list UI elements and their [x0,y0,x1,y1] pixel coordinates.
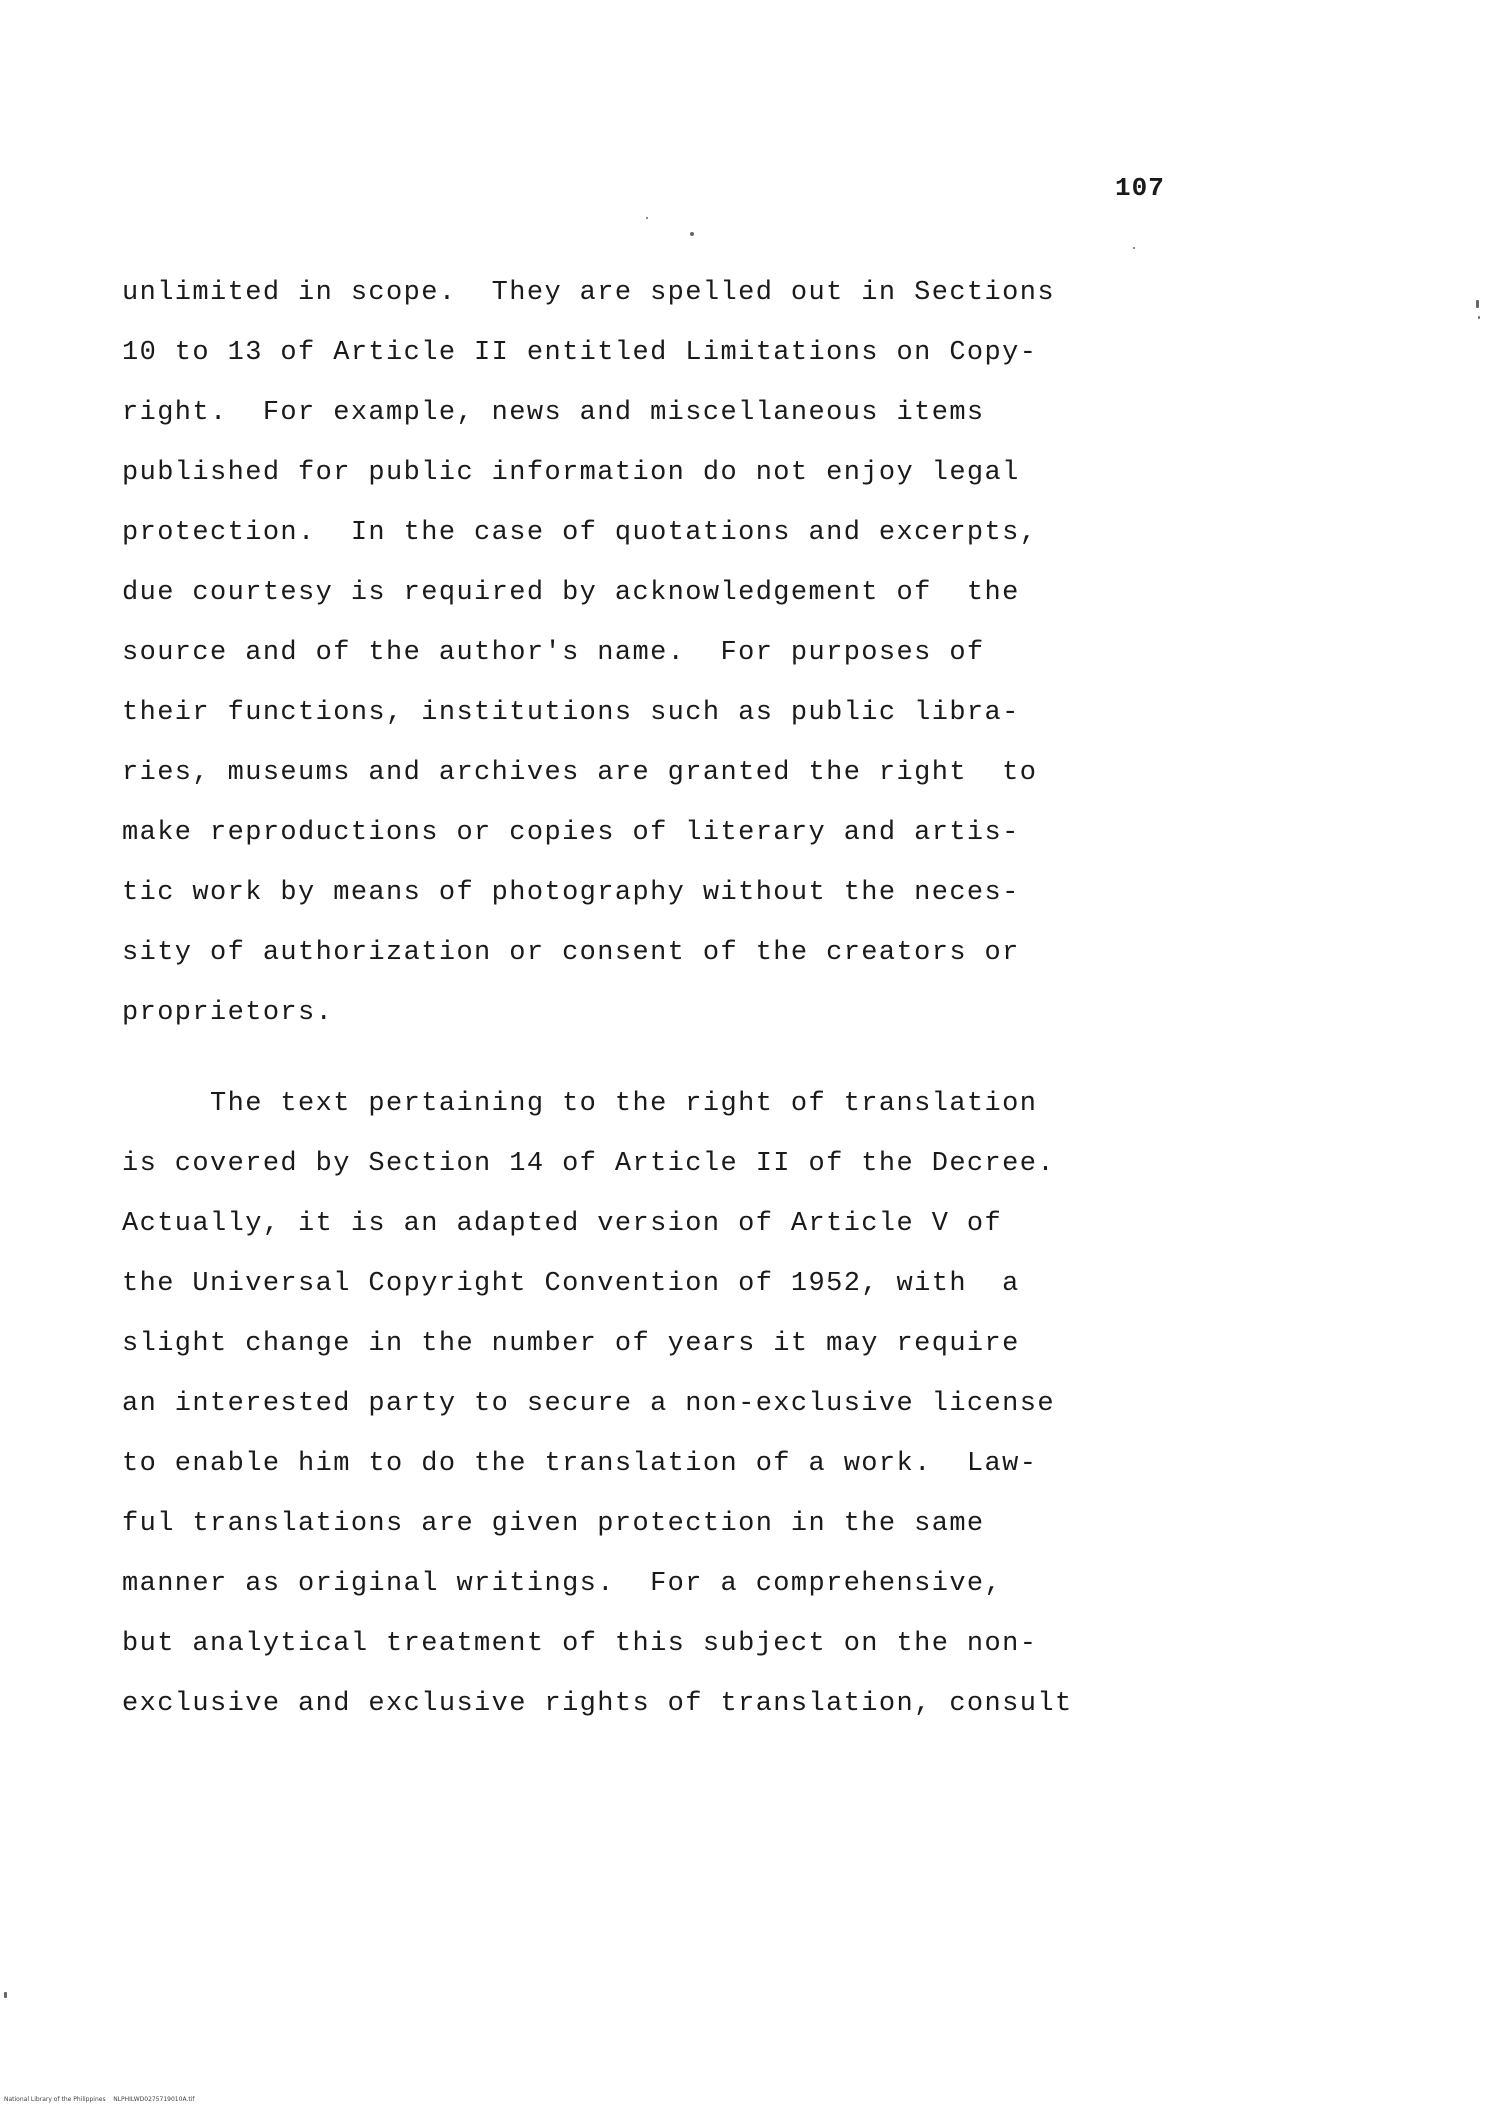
scan-speck [1478,316,1480,319]
text-line: The text pertaining to the right of translation [122,1089,1038,1119]
page-number: 107 [1115,173,1165,203]
text-line: ful translations are given protection in the same [122,1509,985,1539]
text-line: but analytical treatment of this subject on the non- [122,1629,1038,1659]
text-line: Actually, it is an adapted version of Article V of [122,1209,1003,1239]
text-line: an interested party to secure a non-exclusive license [122,1389,1055,1419]
text-line: to enable him to do the translation of a work. Law- [122,1449,1038,1479]
text-line: is covered by Section 14 of Article II of the Decree. [122,1149,1055,1179]
scan-speck [1476,300,1479,308]
text-line: right. For example, news and miscellaneous items [122,398,985,428]
text-line: the Universal Copyright Convention of 1952, with a [122,1269,1020,1299]
text-line: sity of authorization or consent of the creators or [122,938,1020,968]
scan-speck [646,217,648,219]
scan-speck [4,1992,7,1998]
text-line: exclusive and exclusive rights of translation, consult [122,1689,1073,1719]
text-line: published for public information do not enjoy legal [122,458,1020,488]
text-line: make reproductions or copies of literary and artis- [122,818,1020,848]
text-line: proprietors. [122,998,334,1028]
scan-speck [1133,247,1135,249]
text-line: unlimited in scope. They are spelled out in Sections [122,278,1055,308]
text-line: ries, museums and archives are granted the right to [122,758,1038,788]
text-line: their functions, institutions such as public libra- [122,698,1020,728]
text-line: manner as original writings. For a comprehensive, [122,1569,1003,1599]
text-line: due courtesy is required by acknowledgement of the [122,578,1020,608]
scan-footer: National Library of the Philippines NLPHILWD0275719010A.tif [4,2096,195,2103]
text-line: slight change in the number of years it may require [122,1329,1020,1359]
text-line: tic work by means of photography without the neces- [122,878,1020,908]
scan-speck [690,232,694,236]
text-line: protection. In the case of quotations and excerpts, [122,518,1038,548]
text-line: 10 to 13 of Article II entitled Limitations on Copy- [122,338,1038,368]
text-line: source and of the author's name. For purposes of [122,638,985,668]
